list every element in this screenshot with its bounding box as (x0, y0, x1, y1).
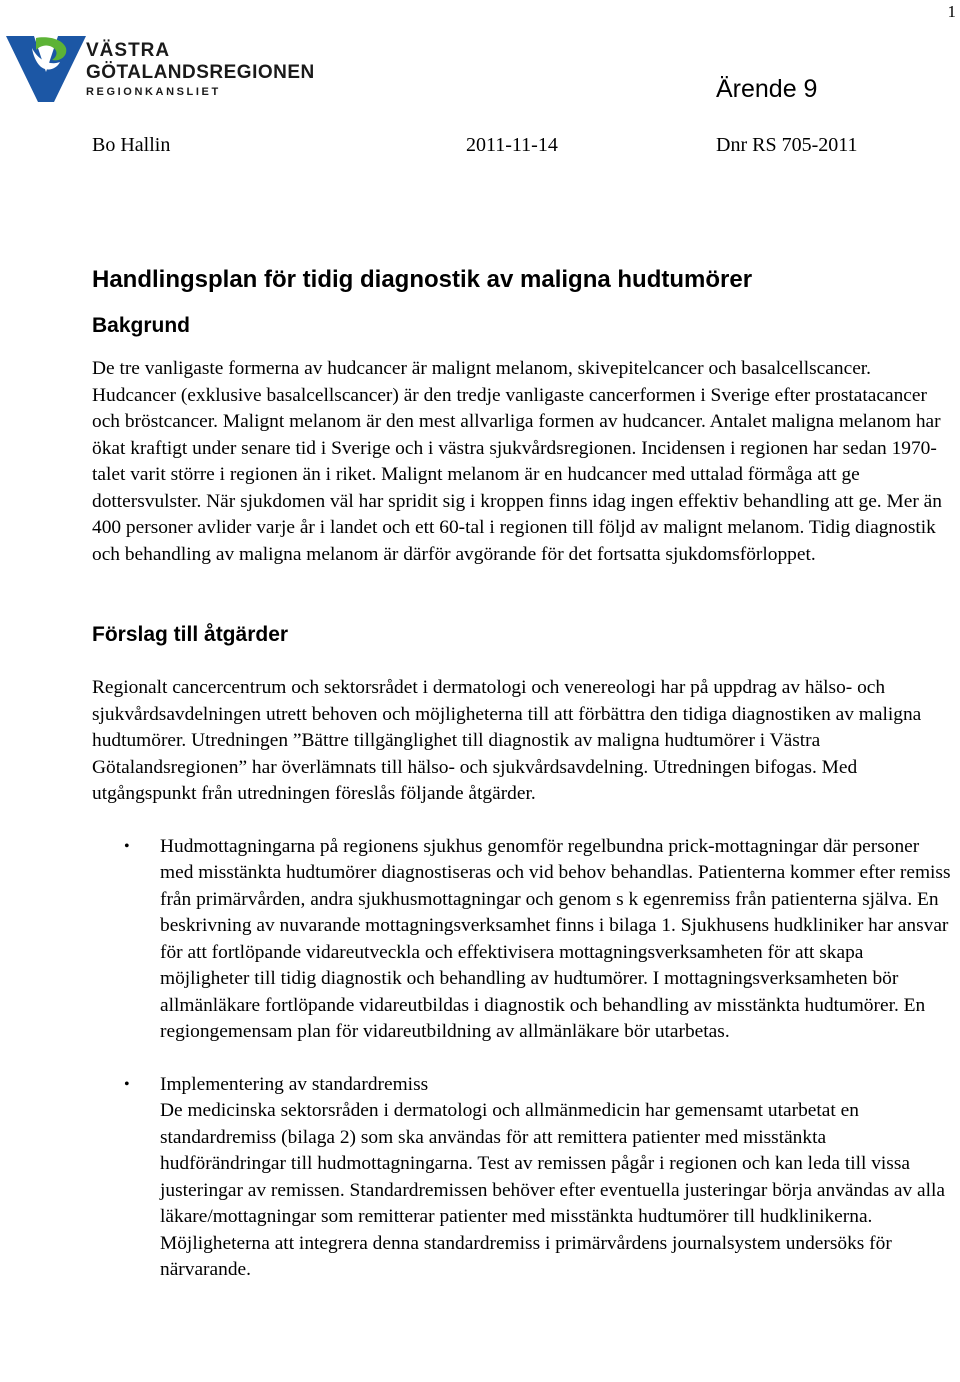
logo-line-2: GÖTALANDSREGIONEN (86, 62, 315, 83)
logo-line-3: REGIONKANSLIET (86, 86, 221, 98)
document-title: Handlingsplan för tidig diagnostik av maligna hudtumörer (92, 266, 753, 293)
list-item (92, 1072, 954, 1284)
author: Bo Hallin (92, 134, 171, 156)
region-logo (6, 32, 346, 104)
page-number: 1 (947, 2, 956, 21)
logo-line-1: VÄSTRA (86, 40, 171, 61)
section-paragraph-bakgrund: De tre vanligaste formerna av hudcancer är malignt melanom, skivepitelcancer och basalcellscancer. Hudcancer (exklusive basalcellscancer) är den tredje vanligaste cancerformen i Sverige efter prostatacancer och bröstcancer. Malignt melanom är den mest allvarliga formen av hudcancer. Antalet maligna melanom har ökat kraftigt under senare tid i Sverige och i västra sjukvårdsregionen. Incidensen i regionen har sedan 1970-talet varit större i regionen än i riket. Malignt melanom är en hudcancer med uttalad förmåga att ge dottersvulster. När sjukdomen väl har spridit sig i kroppen finns idag ingen effektiv behandling att ge. Mer än 400 personer avlider varje år i landet och ett 60-tal i regionen till följd av malignt melanom. Tidig diagnostik och behandling av maligna melanom är därför avgörande för det fortsatta sjukdomsförloppet. (92, 358, 942, 565)
document-date: 2011-11-14 (466, 134, 558, 156)
list-item-title: Implementering av standardremiss (160, 1073, 429, 1095)
list-item-text: Hudmottagningarna på regionens sjukhus genomför regelbundna prick-mottagningar där personer med misstänkta hudtumörer diagnostiseras och vid behov behandlas. Patienterna kommer efter remiss från primärvården, andra sjukhusmottagningar och genom s k egenremiss från patienterna själva. En beskrivning av nuvarande mottagningsverksamhet finns i bilaga 1. Sjukhusens hudkliniker har ansvar för att fortlöpande vidareutveckla och effektivisera mottagningsverksamheten för att skapa möjligheter till tidig diagnostik och behandling av hudtumörer. I mottagningsverksamheten bör allmänläkare fortlöpande vidareutbildas i diagnostik och behandling av misstänkta hudtumörer. En regiongemensam plan för vidareutbildning av allmänläkare bör utarbetas. (160, 835, 951, 1042)
section-heading-forslag: Förslag till åtgärder (92, 623, 289, 646)
document-body (92, 264, 954, 1310)
registration-number: Dnr RS 705-2011 (716, 134, 858, 156)
list-item (92, 834, 954, 1046)
action-list (92, 834, 954, 1284)
region-logo-text (86, 32, 315, 100)
bullet-icon: • (124, 1075, 130, 1093)
bullet-icon: • (124, 837, 130, 855)
section-heading-bakgrund: Bakgrund (92, 314, 191, 337)
list-item-text: De medicinska sektorsråden i dermatologi och allmänmedicin har gemensamt utarbetat en standardremiss (bilaga 2) som ska användas för att remittera patienter med misstänkta hudförändringar till hudmottagningarna. Test av remissen pågår i regionen och kan leda till vissa justeringar av remissen. Standardremissen behöver efter eventuella justeringar börja användas av alla läkare/mottagningar som remitterar patienter med misstänkta hudtumörer till hudklinikerna. Möjligheterna att integrera denna standardremiss i primärvårdens journalsystem undersöks för närvarande. (160, 1100, 946, 1280)
section-paragraph-forslag: Regionalt cancercentrum och sektorsrådet i dermatologi och venereologi har på uppdrag av hälso- och sjukvårdsavdelningen utrett behoven och möjligheterna till att förbättra den tidiga diagnostiken av maligna hudtumörer. Utredningen ”Bättre tillgänglighet till diagnostik av maligna hudtumörer i Västra Götalandsregionen” har överlämnats till hälso- och sjukvårdsavdelning. Utredningen bifogas. Med utgångspunkt från utredningen föreslås följande åtgärder. (92, 677, 922, 804)
region-logo-mark (6, 32, 86, 104)
case-title: Ärende 9 (716, 75, 818, 103)
